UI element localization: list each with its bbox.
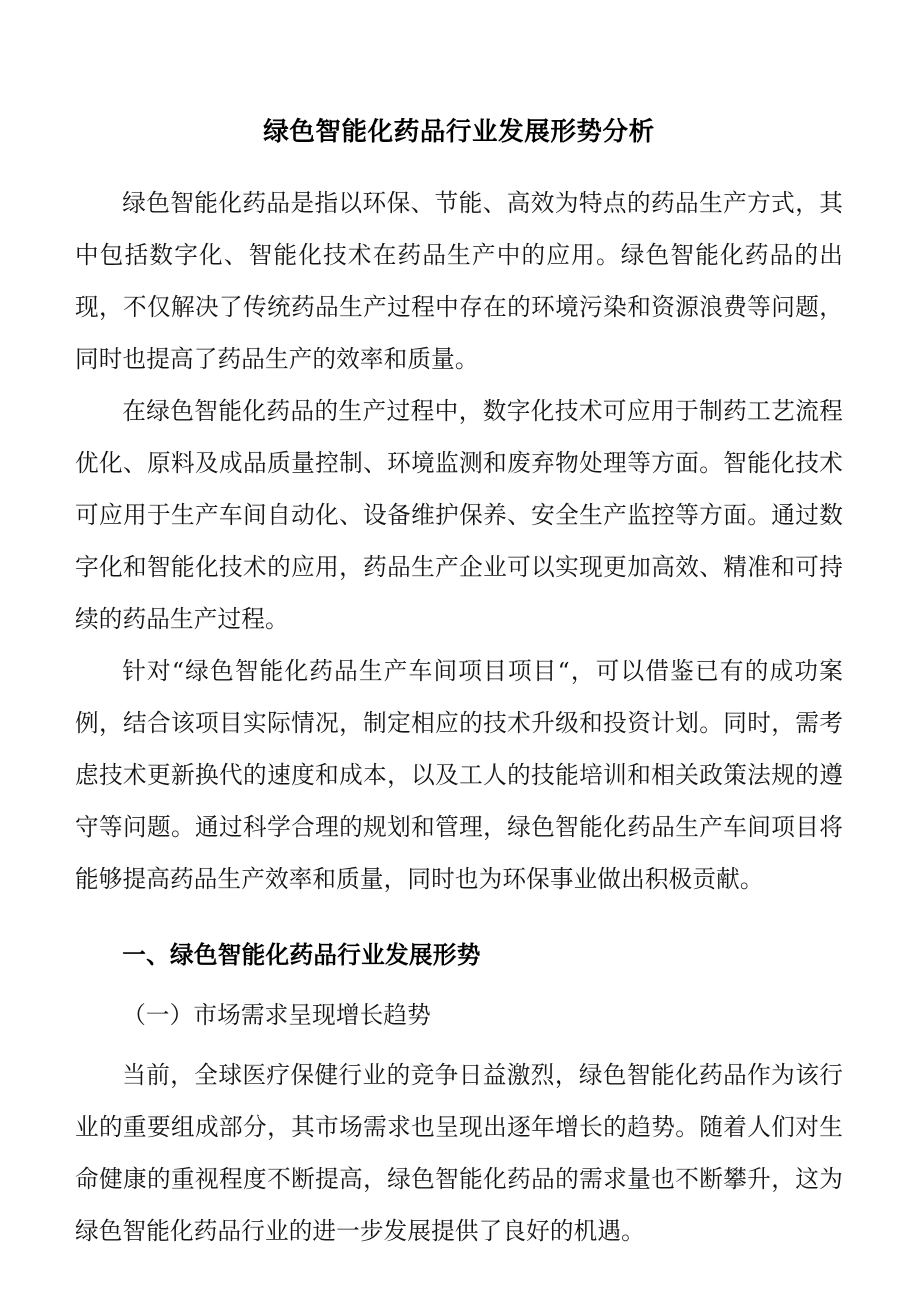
sub-heading-market-demand: （一）市场需求呈现增长趋势 <box>122 1000 431 1029</box>
paragraph-intro-definition: 绿色智能化药品是指以环保、节能、高效为特点的药品生产方式，其中包括数字化、智能化技术在药品生产中的应用。绿色智能化药品的出现，不仅解决了传统药品生产过程中存在的环境污染和资源浪费等问题，同时也提高了药品生产的效率和质量。 <box>75 188 843 373</box>
subsection-spacer <box>75 1041 843 1049</box>
subheading-spacer <box>75 981 843 989</box>
document-body <box>75 177 843 1257</box>
page-title: 绿色智能化药品行业发展形势分析 <box>263 117 655 147</box>
heading-spacer <box>75 905 843 929</box>
paragraph-production-process: 在绿色智能化药品的生产过程中，数字化技术可应用于制药工艺流程优化、原料及成品质量控制、环境监测和废弃物处理等方面。智能化技术可应用于生产车间自动化、设备维护保养、安全生产监控等方面。通过数字化和智能化技术的应用，药品生产企业可以实现更加高效、精准和可持续的药品生产过程。 <box>75 396 843 633</box>
section-heading-industry-trend: 一、绿色智能化药品行业发展形势 <box>122 940 481 969</box>
paragraph-market-demand-growth: 当前，全球医疗保健行业的竞争日益激烈，绿色智能化药品作为该行业的重要组成部分，其市场需求也呈现出逐年增长的趋势。随着人们对生命健康的重视程度不断提高，绿色智能化药品的需求量也不断攀升，这为绿色智能化药品行业的进一步发展提供了良好的机遇。 <box>75 1060 843 1245</box>
paragraph-project-reference: 针对“绿色智能化药品生产车间项目项目“，可以借鉴已有的成功案例，结合该项目实际情况，制定相应的技术升级和投资计划。同时，需考虑技术更新换代的速度和成本，以及工人的技能培训和相关政策法规的遵守等问题。通过科学合理的规划和管理，绿色智能化药品生产车间项目将能够提高药品生产效率和质量，同时也为环保事业做出积极贡献。 <box>75 656 843 893</box>
